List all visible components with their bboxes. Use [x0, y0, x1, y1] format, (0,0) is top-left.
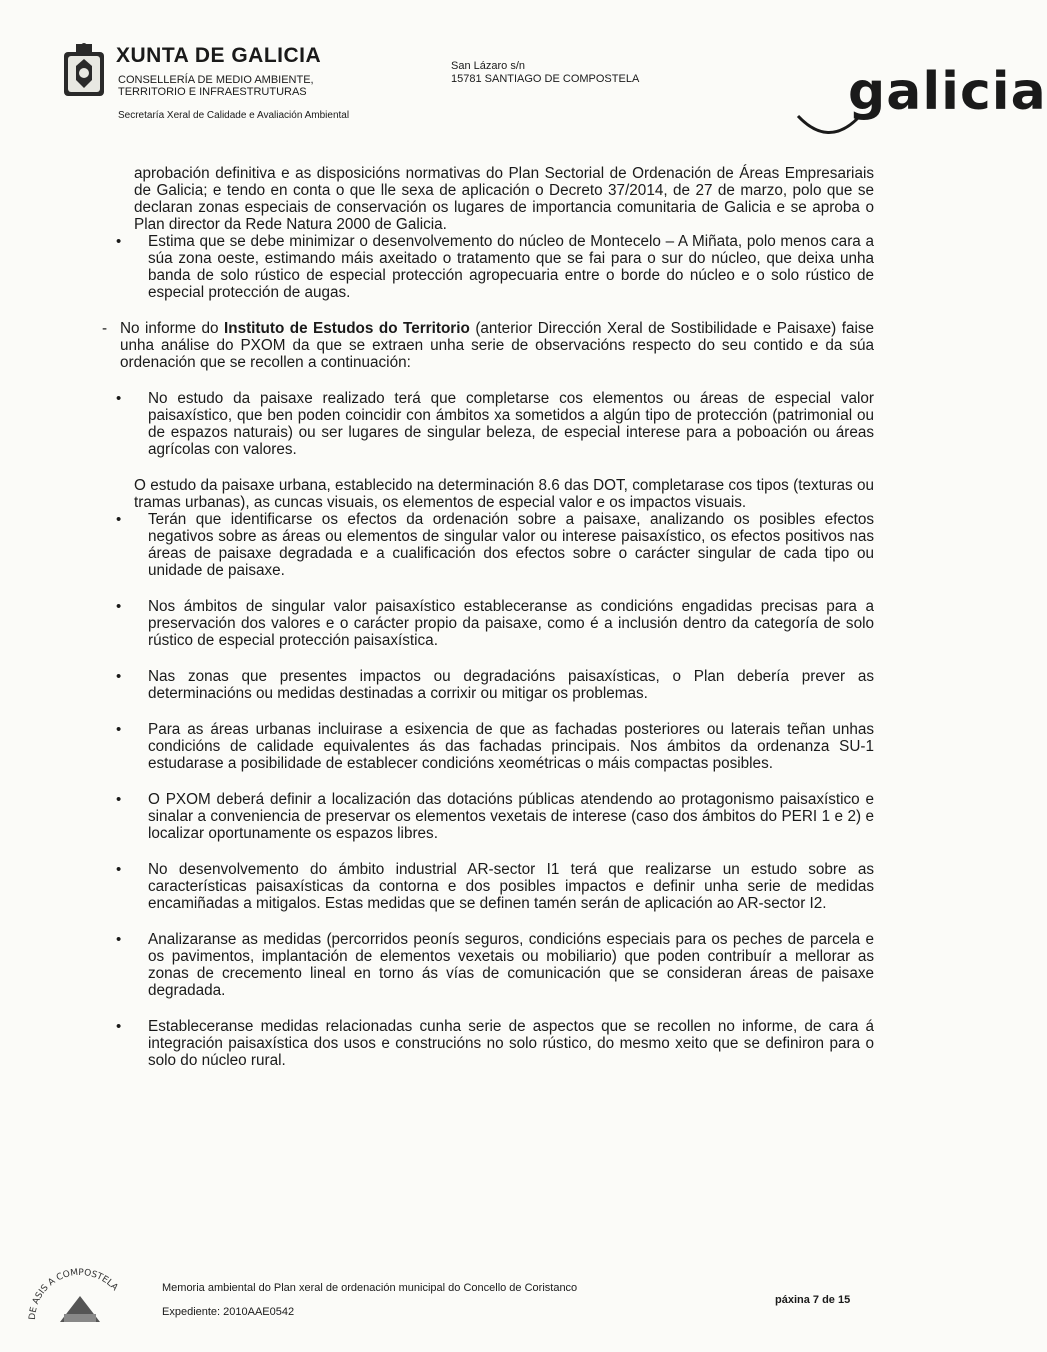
list-item: • No estudo da paisaxe realizado terá que completarse cos elementos ou áreas de especial valor paisaxístico, que ben poden coincidir con ámbitos xa sometidos a algún tipo de protección (patrimonial ou de espazos naturais) ou ser lugares de singular beleza, de especial interese para a poboación ou áreas agrícolas con valores. — [116, 390, 874, 458]
list-item: • O PXOM deberá definir a localización das dotacións públicas atendendo ao protagonismo paisaxístico e sinalar a conveniencia de preservar os elementos vexetais de interese (caso dos ámbitos do PERI 1 e 2) e localizar oportunamente os espazos libres. — [116, 791, 874, 842]
sub-paragraph: O estudo da paisaxe urbana, establecido na determinación 8.6 das DOT, completarase cos tipos (texturas ou tramas urbanas), as cuncas visuais, os elementos de especial valor e os impactos visuais. — [134, 477, 874, 511]
list-item: • Estima que se debe minimizar o desenvolvemento do núcleo de Montecelo – A Miñata, polo menos cara a súa zona oeste, estimando máis axeitado o tratamento que se fai para o sur do núcleo, que deixa unha banda de solo rústico de especial protección agropecuaria entre o borde do núcleo e o solo rústico de especial protección de augas. — [116, 233, 874, 301]
page-number: páxina 7 de 15 — [775, 1294, 851, 1306]
letterhead — [60, 40, 1047, 140]
document-body — [102, 165, 875, 1088]
list-item: • Estableceranse medidas relacionadas cunha serie de aspectos que se recollen no informe, de cara á integración paisaxística dos usos e construcións no solo rústico, do mesmo xeito que se definiron para o solo do núcleo rural. — [116, 1018, 874, 1069]
seal-text: DE ASIS A COMPOSTELA — [27, 1267, 120, 1321]
document-title: Memoria ambiental do Plan xeral de ordenación municipal do Concello de Coristanco — [162, 1282, 578, 1294]
bullet-icon: • — [116, 791, 122, 808]
list-item: • Terán que identificarse os efectos da ordenación sobre a paisaxe, analizando os posibles efectos negativos sobre as áreas ou elementos de singular valor ou interese paisaxístico, os efectos positivos nas áreas de paisaxe degradada e a cualificación dos efectos sobre o carácter singular de cada tipo ou unidade de paisaxe. — [116, 511, 874, 579]
institute-name: Instituto de Estudos do Territorio — [223, 320, 470, 337]
department-name: CONSELLERÍA DE MEDIO AMBIENTE, TERRITORIO E INFRAESTRUTURAS — [118, 74, 314, 98]
bullet-icon: • — [116, 233, 122, 250]
list-item: • Nas zonas que presentes impactos ou degradacións paisaxísticas, o Plan debería prever as determinacións ou medidas destinadas a corrixir ou mitigar os problemas. — [116, 668, 874, 702]
bullet-icon: • — [116, 861, 122, 878]
intro-prefix: No informe do — [120, 320, 219, 337]
file-number: Expediente: 2010AAE0542 — [162, 1306, 295, 1318]
intro-suffix: (anterior Dirección Xeral de Sostibilidade e Paisaxe) faise unha análise do PXOM da que se extraen unha serie de observacións respecto do seu contido e da súa ordenación que se recollen a continuación: — [120, 320, 875, 371]
bullet-icon: • — [116, 721, 122, 738]
registry-seal-icon — [20, 1250, 140, 1350]
galicia-logo-text: galicia — [848, 62, 1047, 122]
list-item: • Nos ámbitos de singular valor paisaxístico estableceranse as condicións engadidas precisas para a preservación dos valores e o carácter propio da paisaxe, como é a inclusión dentro da categoría de solo rústico de especial protección paisaxística. — [116, 598, 874, 649]
bullet-icon: • — [116, 668, 122, 685]
page-footer — [0, 1267, 971, 1350]
bullet-icon: • — [116, 598, 122, 615]
secretariat-name: Secretaría Xeral de Calidade e Avaliación Ambiental — [118, 110, 350, 121]
bullet-icon: • — [116, 390, 122, 407]
bullet-icon: • — [116, 1018, 122, 1035]
address: San Lázaro s/n 15781 SANTIAGO DE COMPOSTELA — [451, 60, 640, 85]
opening-paragraph: aprobación definitiva e as disposicións normativas do Plan Sectorial de Ordenación de Áreas Empresariais de Galicia; e tendo en conta o que lle sexa de aplicación o Decreto 37/2014, de 27 de marzo, polo que se declaran zonas especiais de conservación os lugares de importancia comunitaria de Galicia e se aproba o Plan director da Rede Natura 2000 de Galicia. — [134, 165, 874, 233]
institution-name: XUNTA DE GALICIA — [116, 44, 322, 67]
galicia-crest-icon — [62, 42, 106, 98]
dash-icon: - — [102, 320, 108, 337]
list-item: • Para as áreas urbanas incluirase a esixencia de que as fachadas posteriores ou laterais teñan unhas condicións de calidade equivalentes ás das fachadas principais. Nos ámbitos da ordenanza SU-1 estudarase a posibilidade de establecer condicións xeométricas o máis compactas posibles. — [116, 721, 874, 772]
institute-intro — [102, 320, 875, 371]
list-item: • Analizaranse as medidas (percorridos peonís seguros, condicións especiais para os peches de parcela e os pavimentos, implantación de elementos vexetais ou mobiliario) que poden contribuír a mellorar as zonas de crecemento lineal en torno ás vías de comunicación que se consideran áreas de paisaxe degradada. — [116, 931, 874, 999]
list-item: • No desenvolvemento do ámbito industrial AR-sector I1 terá que realizarse un estudo sobre as características paisaxísticas da contorna e dos posibles impactos e definir unha serie de medidas encamiñadas a mitigalos. Estas medidas que se definen tamén serán de aplicación ao AR-sector I2. — [116, 861, 874, 912]
bullet-icon: • — [116, 511, 122, 528]
bullet-icon: • — [116, 931, 122, 948]
